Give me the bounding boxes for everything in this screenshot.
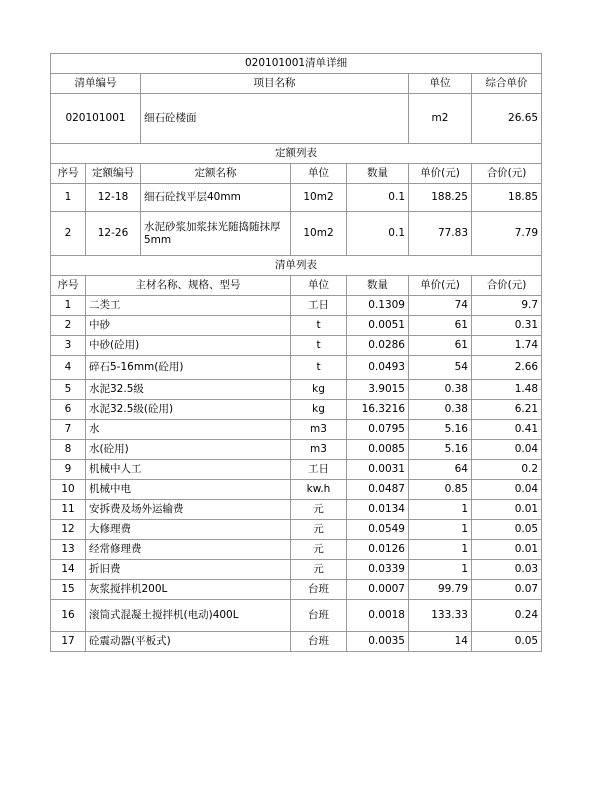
material-unit: t [291, 356, 347, 380]
bill-code-label: 清单编号 [51, 74, 141, 94]
column-header: 序号 [51, 276, 86, 296]
quota-name: 细石砼找平层40mm [141, 184, 291, 212]
table-row [51, 580, 542, 600]
column-header: 序号 [51, 164, 86, 184]
column-header: 单位 [291, 276, 347, 296]
material-quantity: 0.1309 [347, 296, 409, 316]
unit-label: 单位 [409, 74, 472, 94]
material-unit: kg [291, 380, 347, 400]
table-row [51, 400, 542, 420]
materials-section-row [51, 256, 542, 276]
material-total: 0.03 [472, 560, 542, 580]
material-unit: m3 [291, 440, 347, 460]
material-unit: 元 [291, 540, 347, 560]
material-name: 安拆费及场外运输费 [86, 500, 291, 520]
quota-unit-price: 77.83 [409, 212, 472, 256]
quota-code: 12-26 [86, 212, 141, 256]
material-unit: 台班 [291, 632, 347, 652]
quota-code: 12-18 [86, 184, 141, 212]
row-number: 1 [51, 184, 86, 212]
material-unit: 工日 [291, 460, 347, 480]
material-name: 大修理费 [86, 520, 291, 540]
material-quantity: 0.0018 [347, 600, 409, 632]
material-unit-price: 0.38 [409, 380, 472, 400]
material-quantity: 0.0007 [347, 580, 409, 600]
column-header: 单价(元) [409, 164, 472, 184]
material-name: 灰浆搅拌机200L [86, 580, 291, 600]
row-number: 2 [51, 212, 86, 256]
material-name: 水泥32.5级(砼用) [86, 400, 291, 420]
material-unit-price: 61 [409, 336, 472, 356]
material-name: 二类工 [86, 296, 291, 316]
material-total: 0.04 [472, 440, 542, 460]
material-total: 0.31 [472, 316, 542, 336]
material-quantity: 0.0035 [347, 632, 409, 652]
quota-unit-price: 188.25 [409, 184, 472, 212]
material-name: 水泥32.5级 [86, 380, 291, 400]
row-number: 4 [51, 356, 86, 380]
material-unit-price: 64 [409, 460, 472, 480]
material-total: 0.01 [472, 500, 542, 520]
material-name: 中砂 [86, 316, 291, 336]
material-name: 机械中电 [86, 480, 291, 500]
table-row [51, 480, 542, 500]
row-number: 9 [51, 460, 86, 480]
column-header: 主材名称、规格、型号 [86, 276, 291, 296]
material-quantity: 0.0085 [347, 440, 409, 460]
material-unit-price: 1 [409, 520, 472, 540]
quota-section-row [51, 144, 542, 164]
material-total: 0.05 [472, 520, 542, 540]
material-name: 水 [86, 420, 291, 440]
quota-unit: 10m2 [291, 184, 347, 212]
column-header: 定额名称 [141, 164, 291, 184]
quota-total: 7.79 [472, 212, 542, 256]
quota-unit: 10m2 [291, 212, 347, 256]
material-total: 0.41 [472, 420, 542, 440]
table-row [51, 632, 542, 652]
composite-price-label: 综合单价 [472, 74, 542, 94]
table-row [51, 460, 542, 480]
material-quantity: 0.0339 [347, 560, 409, 580]
material-name: 水(砼用) [86, 440, 291, 460]
item-name-label: 项目名称 [141, 74, 409, 94]
table-row [51, 296, 542, 316]
column-header: 单价(元) [409, 276, 472, 296]
material-total: 2.66 [472, 356, 542, 380]
quota-name: 水泥砂浆加浆抹光随捣随抹厚5mm [141, 212, 291, 256]
material-unit-price: 14 [409, 632, 472, 652]
material-name: 经常修理费 [86, 540, 291, 560]
row-number: 3 [51, 336, 86, 356]
row-number: 11 [51, 500, 86, 520]
material-total: 0.24 [472, 600, 542, 632]
material-name: 碎石5-16mm(砼用) [86, 356, 291, 380]
material-unit: m3 [291, 420, 347, 440]
quota-header-row [51, 164, 542, 184]
quota-total: 18.85 [472, 184, 542, 212]
material-quantity: 0.0031 [347, 460, 409, 480]
bill-code: 020101001 [51, 94, 141, 144]
material-total: 0.2 [472, 460, 542, 480]
material-unit-price: 0.85 [409, 480, 472, 500]
material-unit-price: 5.16 [409, 440, 472, 460]
material-total: 9.7 [472, 296, 542, 316]
material-quantity: 16.3216 [347, 400, 409, 420]
table-row [51, 316, 542, 336]
material-unit-price: 99.79 [409, 580, 472, 600]
item-name: 细石砼楼面 [141, 94, 409, 144]
row-number: 16 [51, 600, 86, 632]
material-quantity: 0.0795 [347, 420, 409, 440]
column-header: 单位 [291, 164, 347, 184]
material-quantity: 3.9015 [347, 380, 409, 400]
material-total: 0.01 [472, 540, 542, 560]
material-quantity: 0.0051 [347, 316, 409, 336]
row-number: 10 [51, 480, 86, 500]
table-row [51, 336, 542, 356]
material-name: 中砂(砼用) [86, 336, 291, 356]
material-quantity: 0.0487 [347, 480, 409, 500]
material-unit-price: 5.16 [409, 420, 472, 440]
table-row [51, 212, 542, 256]
row-number: 14 [51, 560, 86, 580]
column-header: 数量 [347, 164, 409, 184]
table-row [51, 560, 542, 580]
material-unit-price: 1 [409, 500, 472, 520]
material-unit-price: 1 [409, 560, 472, 580]
material-unit-price: 61 [409, 316, 472, 336]
table-row [51, 500, 542, 520]
table-row [51, 356, 542, 380]
material-unit: 台班 [291, 580, 347, 600]
row-number: 7 [51, 420, 86, 440]
table-row [51, 184, 542, 212]
material-name: 折旧费 [86, 560, 291, 580]
material-unit: t [291, 316, 347, 336]
row-number: 15 [51, 580, 86, 600]
material-total: 6.21 [472, 400, 542, 420]
column-header: 数量 [347, 276, 409, 296]
material-name: 砼震动器(平板式) [86, 632, 291, 652]
material-unit: 元 [291, 500, 347, 520]
material-total: 1.48 [472, 380, 542, 400]
column-header: 定额编号 [86, 164, 141, 184]
table-row [51, 420, 542, 440]
row-number: 12 [51, 520, 86, 540]
header-value-row [51, 94, 542, 144]
material-quantity: 0.0286 [347, 336, 409, 356]
table-row [51, 380, 542, 400]
material-quantity: 0.0549 [347, 520, 409, 540]
column-header: 合价(元) [472, 276, 542, 296]
material-quantity: 0.0493 [347, 356, 409, 380]
material-unit: 台班 [291, 600, 347, 632]
material-unit-price: 74 [409, 296, 472, 316]
material-total: 0.05 [472, 632, 542, 652]
material-unit: t [291, 336, 347, 356]
material-total: 1.74 [472, 336, 542, 356]
header-label-row [51, 74, 542, 94]
material-unit: kg [291, 400, 347, 420]
quota-quantity: 0.1 [347, 184, 409, 212]
material-unit-price: 133.33 [409, 600, 472, 632]
material-unit: 工日 [291, 296, 347, 316]
table-row [51, 520, 542, 540]
materials-section-title: 清单列表 [51, 256, 542, 276]
row-number: 17 [51, 632, 86, 652]
material-quantity: 0.0126 [347, 540, 409, 560]
material-quantity: 0.0134 [347, 500, 409, 520]
row-number: 1 [51, 296, 86, 316]
material-unit-price: 54 [409, 356, 472, 380]
row-number: 6 [51, 400, 86, 420]
composite-price: 26.65 [472, 94, 542, 144]
quota-quantity: 0.1 [347, 212, 409, 256]
table-row [51, 600, 542, 632]
title-row [51, 54, 542, 74]
material-name: 机械中人工 [86, 460, 291, 480]
material-total: 0.07 [472, 580, 542, 600]
item-unit: m2 [409, 94, 472, 144]
material-unit: 元 [291, 560, 347, 580]
column-header: 合价(元) [472, 164, 542, 184]
bill-detail-table [50, 53, 542, 652]
table-row [51, 540, 542, 560]
row-number: 5 [51, 380, 86, 400]
material-unit: kw.h [291, 480, 347, 500]
material-unit: 元 [291, 520, 347, 540]
table-row [51, 440, 542, 460]
materials-header-row [51, 276, 542, 296]
material-unit-price: 0.38 [409, 400, 472, 420]
sheet-title: 020101001清单详细 [51, 54, 542, 74]
material-name: 滚筒式混凝土搅拌机(电动)400L [86, 600, 291, 632]
material-total: 0.04 [472, 480, 542, 500]
quota-section-title: 定额列表 [51, 144, 542, 164]
row-number: 2 [51, 316, 86, 336]
row-number: 13 [51, 540, 86, 560]
row-number: 8 [51, 440, 86, 460]
material-unit-price: 1 [409, 540, 472, 560]
